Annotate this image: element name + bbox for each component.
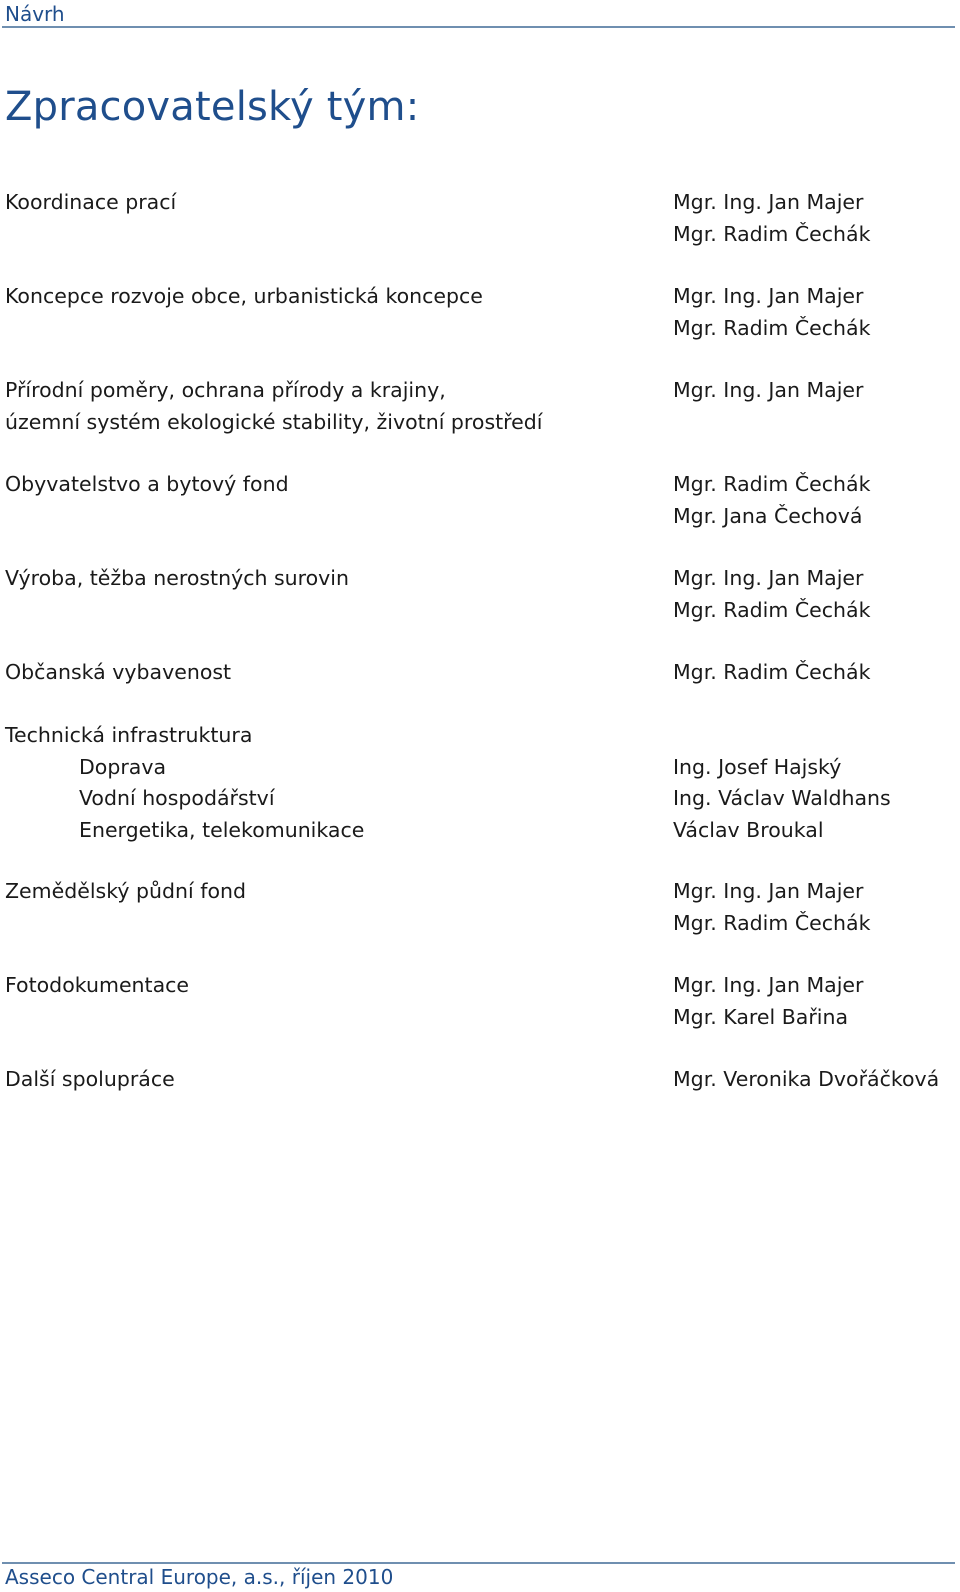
topic-line: Přírodní poměry, ochrana přírody a krajiny, bbox=[5, 378, 446, 402]
section-people bbox=[673, 375, 863, 407]
person-name: Ing. Václav Waldhans bbox=[673, 786, 891, 810]
section-topic bbox=[5, 720, 364, 846]
section-topic bbox=[5, 876, 246, 908]
subtopic-line: Doprava bbox=[79, 754, 167, 779]
section-topic bbox=[5, 563, 349, 595]
person-name bbox=[673, 720, 891, 752]
topic-line: Koordinace prací bbox=[5, 190, 177, 214]
person-name: Mgr. Radim Čechák bbox=[673, 597, 871, 622]
topic-line: Zemědělský půdní fond bbox=[5, 879, 247, 903]
person-name: Mgr. Radim Čechák bbox=[673, 660, 871, 684]
section-people bbox=[673, 876, 870, 939]
topic-line: Další spolupráce bbox=[5, 1067, 175, 1091]
person-name: Mgr. Ing. Jan Majer bbox=[673, 284, 864, 308]
topic-line: Obyvatelstvo a bytový fond bbox=[5, 472, 289, 496]
person-name: Mgr. Ing. Jan Majer bbox=[673, 378, 864, 402]
person-name: Ing. Josef Hajský bbox=[673, 754, 842, 779]
person-name: Mgr. Ing. Jan Majer bbox=[673, 879, 864, 903]
section-people bbox=[673, 281, 870, 344]
footer-divider bbox=[2, 1562, 955, 1564]
section-topic bbox=[5, 187, 176, 219]
person-name: Václav Broukal bbox=[673, 817, 824, 842]
footer-text: Asseco Central Europe, a.s., říjen 2010 bbox=[5, 1565, 394, 1589]
person-name: Mgr. Jana Čechová bbox=[673, 503, 863, 528]
person-name: Mgr. Karel Bařina bbox=[673, 1004, 849, 1029]
subtopic-line: Energetika, telekomunikace bbox=[79, 817, 365, 842]
section-topic bbox=[5, 281, 483, 313]
person-name: Mgr. Ing. Jan Majer bbox=[673, 190, 864, 214]
topic-line: Technická infrastruktura bbox=[5, 723, 253, 747]
section-topic bbox=[5, 375, 542, 438]
subtopic-line: Vodní hospodářství bbox=[79, 786, 275, 810]
section-people bbox=[673, 1064, 939, 1096]
section-people bbox=[673, 187, 870, 250]
topic-line: územní systém ekologické stability, životní prostředí bbox=[5, 409, 543, 434]
person-name: Mgr. Ing. Jan Majer bbox=[673, 973, 864, 997]
section-topic bbox=[5, 469, 289, 501]
topic-line: Občanská vybavenost bbox=[5, 660, 232, 684]
section-topic bbox=[5, 1064, 175, 1096]
section-people bbox=[673, 563, 870, 626]
topic-line: Výroba, těžba nerostných surovin bbox=[5, 566, 349, 590]
person-name: Mgr. Veronika Dvořáčková bbox=[673, 1067, 940, 1091]
person-name: Mgr. Radim Čechák bbox=[673, 472, 871, 496]
page-title: Zpracovatelský tým: bbox=[5, 84, 420, 130]
section-people bbox=[673, 720, 891, 846]
header-divider bbox=[2, 26, 955, 28]
section-topic bbox=[5, 657, 231, 689]
section-people bbox=[673, 657, 870, 689]
person-name: Mgr. Radim Čechák bbox=[673, 221, 871, 246]
section-topic bbox=[5, 970, 189, 1002]
person-name: Mgr. Radim Čechák bbox=[673, 910, 871, 935]
topic-line: Koncepce rozvoje obce, urbanistická koncepce bbox=[5, 284, 483, 308]
person-name: Mgr. Ing. Jan Majer bbox=[673, 566, 864, 590]
topic-line: Fotodokumentace bbox=[5, 973, 190, 997]
section-people bbox=[673, 970, 863, 1033]
section-people bbox=[673, 469, 870, 532]
person-name: Mgr. Radim Čechák bbox=[673, 315, 871, 340]
header-label: Návrh bbox=[5, 2, 65, 26]
